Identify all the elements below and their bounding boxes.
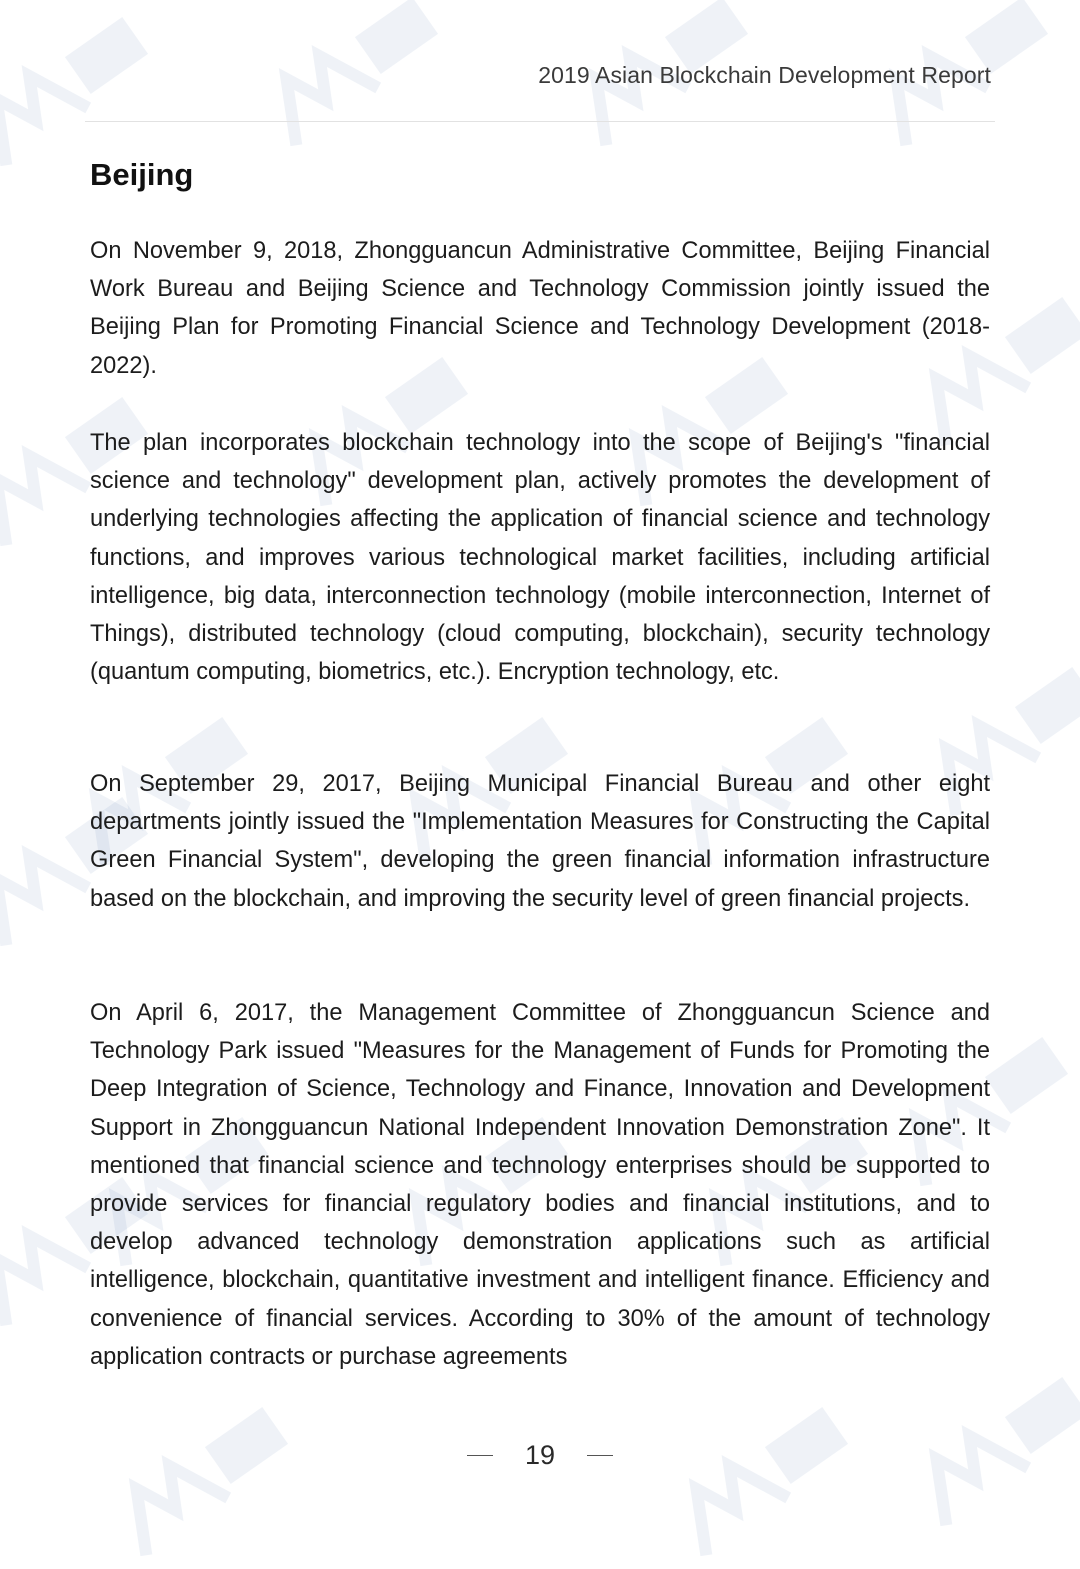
header-divider [85, 121, 995, 122]
page-footer [0, 1440, 1080, 1471]
watermark-logo [652, 1381, 867, 1569]
footer-dash-left [467, 1455, 493, 1456]
report-title: 2019 Asian Blockchain Development Report [538, 62, 991, 88]
watermark-logo [0, 0, 168, 179]
watermark-logo [242, 0, 457, 159]
page-number: 19 [524, 1440, 556, 1470]
paragraph-3: On September 29, 2017, Beijing Municipal Financial Bureau and other eight departments jointly issued the "Implementation Measures for Constructing the Capital Green Financial System", developing the green financial information infrastructure based on the blockchain, and improving the security level of green financial projects. [90, 771, 990, 912]
footer-dash-right [587, 1455, 613, 1456]
paragraph-4: On April 6, 2017, the Management Committee of Zhongguancun Science and Technology Park issued "Measures for the Management of Funds for Promoting the Deep Integration of Science, Technology and Finance, Innovation and Development Support in Zhongguancun National Independent Innovation Demonstration Zone". It mentioned that financial science and technology enterprises should be supported to provide services for financial regulatory bodies and financial institutions, and to develop advanced technology demonstration applications such as artificial intelligence, blockchain, quantitative investment and intelligent finance. Efficiency and convenience of financial services. According to 30% of the amount of technology application contracts or purchase agreements [90, 1000, 990, 1370]
paragraph-2: The plan incorporates blockchain technology into the scope of Beijing's "financial science and technology" development plan, actively promotes the development of underlying technologies affecting the application of financial science and technology functions, and improves various technological market facilities, including artificial intelligence, big data, interconnection technology (mobile interconnection, Internet of Things), distributed technology (cloud computing, blockchain), security technology (quantum computing, biometrics, etc.). Encryption technology, etc. [90, 430, 990, 686]
watermark-logo [92, 1381, 307, 1569]
paragraph-1: On November 9, 2018, Zhongguancun Administrative Committee, Beijing Financial Work Bureau and Beijing Science and Technology Commission jointly issued the Beijing Plan for Promoting Financial Science and Technology Development (2018-2022). [90, 238, 990, 379]
section-heading: Beijing [90, 157, 194, 192]
